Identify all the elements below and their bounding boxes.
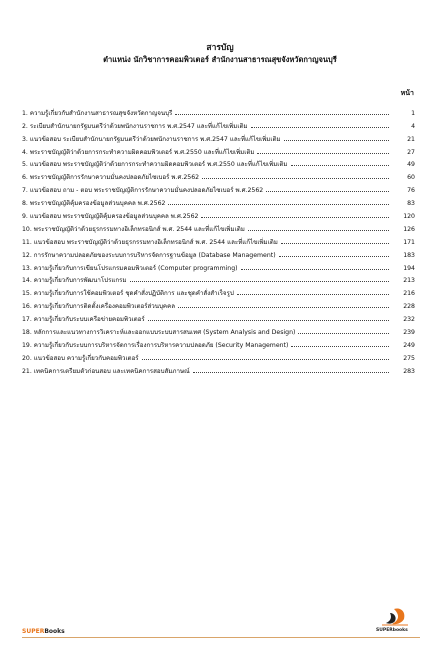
toc-entry-title: 16. ความรู้เกี่ยวกับการติดตั้งเครื่องคอมพิวเตอร์ส่วนบุคคล bbox=[22, 303, 176, 311]
page-title: สารบัญ bbox=[206, 43, 234, 53]
toc-leader-dots bbox=[298, 332, 389, 334]
toc-entry bbox=[22, 259, 415, 272]
toc-entry-page: 194 bbox=[403, 264, 415, 272]
toc-entry-title: 10. พระราชบัญญัติว่าด้วยธุรกรรมทางอิเล็กทรอนิกส์ พ.ศ. 2544 และที่แก้ไขเพิ่มเติม bbox=[22, 225, 245, 233]
toc-entry-page: 1 bbox=[411, 109, 415, 117]
logo-text: SUPERbooks bbox=[376, 628, 408, 633]
toc-entry bbox=[22, 156, 415, 169]
toc-entry-title: 17. ความรู้เกี่ยวกับระบบเครือข่ายคอมพิวเตอร์ bbox=[22, 316, 145, 324]
toc-leader-dots bbox=[142, 358, 389, 360]
toc-entry bbox=[22, 310, 415, 323]
toc-entry bbox=[22, 220, 415, 233]
toc-entry bbox=[22, 181, 415, 194]
toc-entry bbox=[22, 246, 415, 259]
toc-entry-page: 275 bbox=[403, 354, 415, 362]
toc-leader-dots bbox=[148, 319, 389, 321]
toc-entry bbox=[22, 297, 415, 310]
toc-leader-dots bbox=[291, 345, 389, 347]
book-swoosh-icon bbox=[372, 605, 420, 627]
superbooks-logo bbox=[372, 605, 420, 633]
toc-entry-page: 249 bbox=[403, 341, 415, 349]
toc-leader-dots bbox=[241, 268, 389, 270]
footer-brand-super: SUPER bbox=[22, 628, 45, 635]
toc-entry-title: 13. ความรู้เกี่ยวกับการเขียนโปรแกรมคอมพิวเตอร์ (Computer programming) bbox=[22, 264, 238, 272]
toc-entry-page: 76 bbox=[407, 187, 415, 195]
toc-entry bbox=[22, 284, 415, 297]
toc-entry-page: 216 bbox=[403, 290, 415, 298]
toc-leader-dots bbox=[281, 242, 389, 244]
toc-entry-page: 60 bbox=[407, 174, 415, 182]
footer-divider bbox=[22, 637, 420, 638]
toc-leader-dots bbox=[266, 190, 389, 192]
toc-entry-page: 4 bbox=[411, 122, 415, 130]
table-of-contents bbox=[22, 104, 415, 375]
toc-entry-title: 21. เทคนิคการเตรียมตัวก่อนสอบ และเทคนิคการสอบสัมภาษณ์ bbox=[22, 367, 190, 375]
toc-entry-title: 20. แนวข้อสอบ ความรู้เกี่ยวกับคอมพิวเตอร์ bbox=[22, 354, 139, 362]
toc-entry-page: 283 bbox=[403, 367, 415, 375]
toc-entry-title: 18. หลักการและแนวทางการวิเคราะห์และออกแบบระบบสารสนเทศ (System Analysis and Design) bbox=[22, 329, 296, 337]
toc-entry bbox=[22, 349, 415, 362]
toc-entry-title: 11. แนวข้อสอบ พระราชบัญญัติว่าด้วยธุรกรรมทางอิเล็กทรอนิกส์ พ.ศ. 2544 และที่แก้ไขเพิ่มเติม bbox=[22, 238, 278, 246]
toc-entry bbox=[22, 323, 415, 336]
toc-entry-page: 120 bbox=[403, 213, 415, 221]
toc-entry-page: 126 bbox=[403, 225, 415, 233]
toc-entry-page: 228 bbox=[403, 303, 415, 311]
toc-entry-title: 7. แนวข้อสอบ ถาม - ตอบ พระราชบัญญัติการรักษาความมั่นคงปลอดภัยไซเบอร์ พ.ศ.2562 bbox=[22, 187, 264, 195]
toc-leader-dots bbox=[201, 216, 389, 218]
toc-entry bbox=[22, 104, 415, 117]
toc-entry-title: 12. การรักษาความปลอดภัยของระบบการบริหารจัดการฐานข้อมูล (Database Management) bbox=[22, 251, 276, 259]
toc-entry-title: 15. ความรู้เกี่ยวกับการใช้คอมพิวเตอร์ ชุดคำสั่งปฏิบัติการ และชุดคำสั่งสำเร็จรูป bbox=[22, 290, 234, 298]
toc-leader-dots bbox=[257, 152, 389, 154]
toc-leader-dots bbox=[251, 126, 389, 128]
toc-entry-page: 213 bbox=[403, 277, 415, 285]
toc-entry bbox=[22, 207, 415, 220]
toc-leader-dots bbox=[130, 280, 389, 282]
toc-leader-dots bbox=[291, 164, 390, 166]
toc-entry bbox=[22, 233, 415, 246]
toc-entry bbox=[22, 130, 415, 143]
toc-leader-dots bbox=[202, 177, 389, 179]
toc-leader-dots bbox=[248, 229, 389, 231]
toc-entry-title: 5. แนวข้อสอบ พระราชบัญญัติว่าด้วยการกระทำความผิดคอมพิวเตอร์ พ.ศ.2550 และที่แก้ไขเพิ่มเติม bbox=[22, 161, 288, 169]
toc-entry-page: 232 bbox=[403, 316, 415, 324]
toc-entry bbox=[22, 117, 415, 130]
footer-brand bbox=[22, 628, 65, 635]
toc-leader-dots bbox=[168, 203, 389, 205]
footer-brand-books: Books bbox=[44, 628, 65, 635]
toc-entry-title: 14. ความรู้เกี่ยวกับการพัฒนาโปรแกรม bbox=[22, 277, 127, 285]
page-subtitle: ตำแหน่ง นักวิชาการคอมพิวเตอร์ สำนักงานสาธารณสุขจังหวัดกาญจนบุรี bbox=[103, 55, 337, 64]
toc-entry bbox=[22, 168, 415, 181]
toc-leader-dots bbox=[284, 139, 389, 141]
toc-entry-title: 19. ความรู้เกี่ยวกับระบบการบริหารจัดการเรื่องการบริหารความปลอดภัย (Security Management) bbox=[22, 341, 289, 349]
toc-entry bbox=[22, 362, 415, 375]
toc-entry-title: 3. แนวข้อสอบ ระเบียบสำนักนายกรัฐมนตรีว่าด้วยพนักงานราชการ พ.ศ.2547 และที่แก้ไขเพิ่มเติม bbox=[22, 135, 281, 143]
toc-leader-dots bbox=[178, 306, 389, 308]
toc-entry-page: 239 bbox=[403, 329, 415, 337]
toc-entry-title: 8. พระราชบัญญัติคุ้มครองข้อมูลส่วนบุคคล พ.ศ.2562 bbox=[22, 200, 166, 208]
page-column-heading: หน้า bbox=[400, 89, 414, 97]
toc-entry-title: 2. ระเบียบสำนักนายกรัฐมนตรีว่าด้วยพนักงานราชการ พ.ศ.2547 และที่แก้ไขเพิ่มเติม bbox=[22, 122, 248, 130]
toc-leader-dots bbox=[193, 371, 389, 373]
toc-entry-page: 49 bbox=[407, 161, 415, 169]
toc-entry-title: 6. พระราชบัญญัติการรักษาความมั่นคงปลอดภัยไซเบอร์ พ.ศ.2562 bbox=[22, 174, 200, 182]
toc-entry bbox=[22, 143, 415, 156]
toc-entry-title: 9. แนวข้อสอบ พระราชบัญญัติคุ้มครองข้อมูลส่วนบุคคล พ.ศ.2562 bbox=[22, 213, 199, 221]
toc-entry-page: 21 bbox=[407, 135, 415, 143]
toc-entry bbox=[22, 272, 415, 285]
toc-entry-page: 183 bbox=[403, 251, 415, 259]
toc-leader-dots bbox=[175, 113, 389, 115]
toc-leader-dots bbox=[237, 293, 389, 295]
toc-leader-dots bbox=[279, 255, 389, 257]
toc-entry-page: 83 bbox=[407, 200, 415, 208]
toc-entry-title: 4. พระราชบัญญัติว่าด้วยการกระทำความผิดคอมพิวเตอร์ พ.ศ.2550 และที่แก้ไขเพิ่มเติม bbox=[22, 148, 255, 156]
toc-entry bbox=[22, 194, 415, 207]
toc-entry-page: 171 bbox=[403, 238, 415, 246]
toc-entry-page: 27 bbox=[407, 148, 415, 156]
toc-entry-title: 1. ความรู้เกี่ยวกับสำนักงานสาธารณสุขจังหวัดกาญจนบุรี bbox=[22, 109, 173, 117]
toc-entry bbox=[22, 336, 415, 349]
